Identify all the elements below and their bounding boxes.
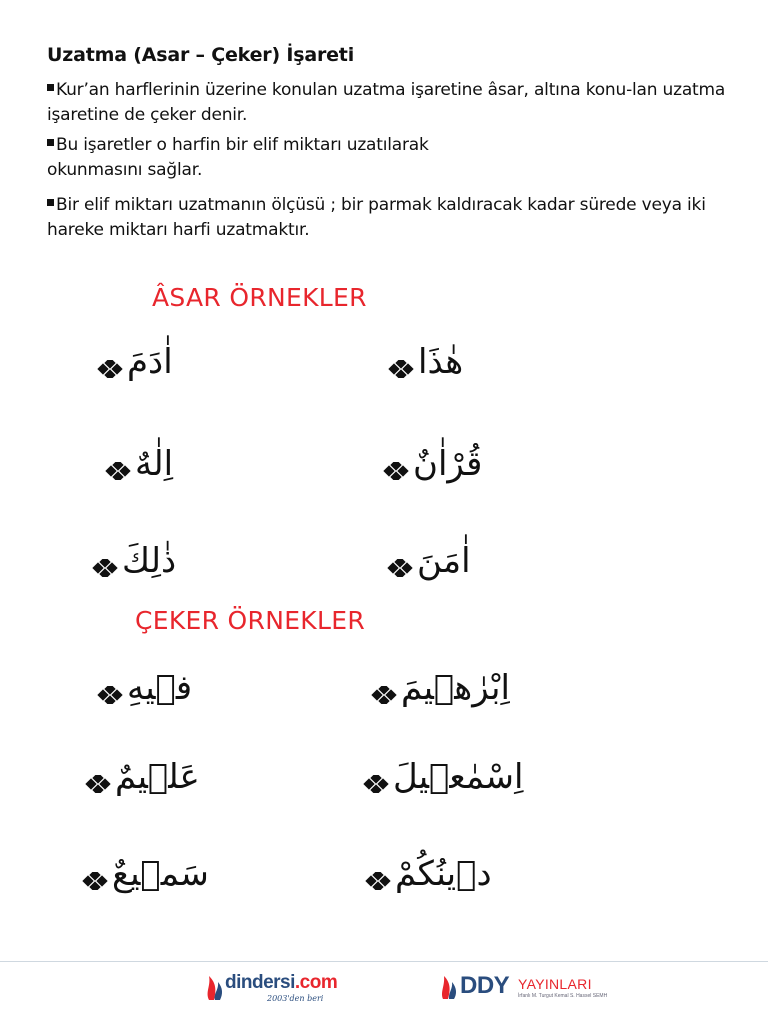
diamond-cluster-icon (105, 462, 131, 480)
page-title: Uzatma (Asar – Çeker) İşareti (47, 44, 355, 66)
ceker-heading: ÇEKER ÖRNEKLER (135, 606, 365, 635)
diamond-cluster-icon (363, 775, 389, 793)
paragraph-2 (47, 133, 447, 183)
paragraph-1-text: Kur’an harflerinin üzerine konulan uzatma işaretine âsar, altına konu-lan uzatma işaretine de çeker denir. (47, 80, 726, 125)
paragraph-1 (47, 78, 737, 128)
arabic-word: عَلٖيمٌ (115, 757, 200, 797)
ddy-small-text: İrfanlı M. Turgut Kemal S. Hassel SEMH (518, 993, 608, 999)
footer-divider (0, 961, 768, 962)
arabic-word: قُرْاٰنٌ (413, 444, 483, 484)
dindersi-flame-icon (205, 972, 225, 1002)
arabic-word: دٖينُكُمْ (395, 854, 492, 894)
dindersi-tagline: 2003'den beri (267, 994, 324, 1003)
asar-heading: ÂSAR ÖRNEKLER (152, 283, 367, 312)
diamond-cluster-icon (365, 872, 391, 890)
arabic-word: فٖيهِ (127, 668, 193, 708)
diamond-cluster-icon (97, 686, 123, 704)
paragraph-3 (47, 193, 767, 243)
diamond-cluster-icon (371, 686, 397, 704)
paragraph-2-text: Bu işaretler o harfin bir elif miktarı uzatılarak okunmasını sağlar. (47, 135, 429, 180)
square-bullet-icon (47, 84, 54, 91)
arabic-word: ذٰلِكَ (122, 541, 177, 581)
yayinlari-logo-text: YAYINLARI (518, 976, 592, 992)
square-bullet-icon (47, 199, 54, 206)
ddy-yayinlari-logo[interactable] (440, 972, 620, 1008)
diamond-cluster-icon (383, 462, 409, 480)
dindersi-logo-text: dindersi.com (225, 972, 338, 993)
ddy-flame-icon (440, 974, 458, 1000)
arabic-word: اِسْمٰعٖيلَ (393, 757, 524, 797)
dindersi-logo[interactable] (205, 970, 338, 1010)
diamond-cluster-icon (92, 559, 118, 577)
diamond-cluster-icon (388, 360, 414, 378)
paragraph-3-text: Bir elif miktarı uzatmanın ölçüsü ; bir parmak kaldıracak kadar sürede veya iki hareke miktarı harfi uzatmaktır. (47, 195, 706, 240)
arabic-word: اٰدَمَ (127, 342, 173, 382)
arabic-word: اِلٰهٌ (135, 444, 174, 484)
ddy-logo-text: DDY (460, 972, 510, 999)
diamond-cluster-icon (97, 360, 123, 378)
diamond-cluster-icon (82, 872, 108, 890)
arabic-word: اِبْرٰهٖيمَ (401, 668, 510, 708)
diamond-cluster-icon (85, 775, 111, 793)
square-bullet-icon (47, 139, 54, 146)
diamond-cluster-icon (387, 559, 413, 577)
arabic-word: هٰذَا (418, 342, 464, 382)
arabic-word: سَمٖيعٌ (112, 854, 209, 894)
arabic-word: اٰمَنَ (417, 541, 471, 581)
